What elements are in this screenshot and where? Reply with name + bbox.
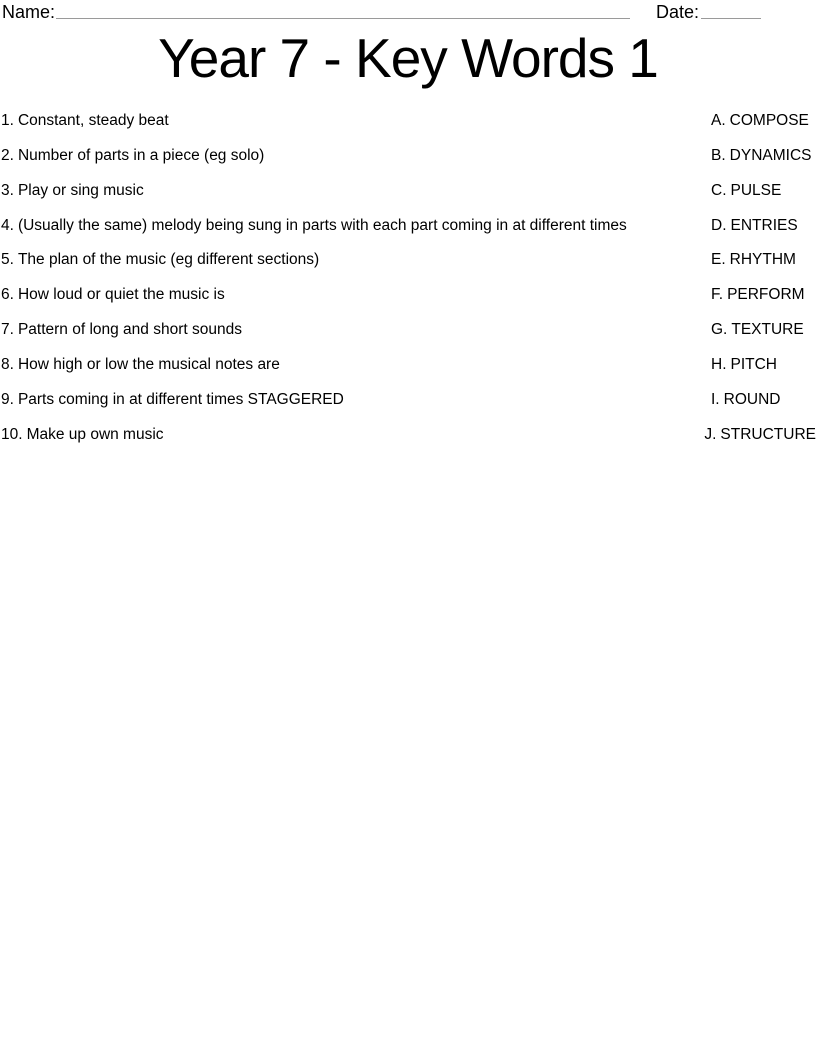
- matching-row: [1, 278, 816, 313]
- answer-word: ROUND: [723, 390, 781, 408]
- clue-text: Make up own music: [26, 425, 164, 443]
- answer-letter: B.: [711, 146, 726, 164]
- clue-item: [1, 425, 704, 445]
- clue-number: 4.: [1, 216, 14, 234]
- matching-row: [1, 243, 816, 278]
- clue-number: 7.: [1, 321, 14, 339]
- clue-item: [1, 181, 711, 201]
- clue-text: Play or sing music: [17, 181, 144, 199]
- matching-row: [1, 348, 816, 383]
- clue-item: [1, 320, 711, 340]
- answer-letter: F.: [711, 286, 724, 304]
- matching-row: [1, 173, 816, 208]
- clue-number: 9.: [1, 390, 14, 408]
- answer-letter: A.: [711, 111, 726, 129]
- answer-letter: H.: [711, 356, 727, 374]
- answer-word: PERFORM: [727, 286, 805, 304]
- answer-word: STRUCTURE: [720, 425, 816, 443]
- matching-row: [1, 313, 816, 348]
- clue-number: 1.: [1, 111, 14, 129]
- worksheet-title: Year 7 - Key Words 1: [158, 27, 658, 89]
- clue-text: How loud or quiet the music is: [17, 286, 225, 304]
- answer-item: [711, 181, 816, 201]
- clue-item: [1, 216, 711, 236]
- clue-number: 2.: [1, 146, 14, 164]
- answer-word: PITCH: [730, 356, 777, 374]
- matching-row: [1, 104, 816, 139]
- clue-text: Constant, steady beat: [17, 111, 169, 129]
- answer-letter: C.: [711, 181, 727, 199]
- answer-word: COMPOSE: [729, 111, 809, 129]
- clue-text: Parts coming in at different times STAGGERED: [17, 390, 344, 408]
- clue-text: Number of parts in a piece (eg solo): [17, 146, 265, 164]
- date-fill-line: [701, 1, 761, 19]
- answer-item: [711, 355, 816, 375]
- answer-item: [711, 320, 816, 340]
- matching-row: [1, 138, 816, 173]
- answer-item: [711, 146, 816, 166]
- matching-row: [1, 208, 816, 243]
- clue-text: The plan of the music (eg different sections): [17, 251, 320, 269]
- clue-text: Pattern of long and short sounds: [17, 321, 242, 339]
- answer-word: ENTRIES: [730, 216, 798, 234]
- answer-word: PULSE: [730, 181, 782, 199]
- answer-letter: G.: [711, 321, 728, 339]
- answer-letter: E.: [711, 251, 726, 269]
- clue-item: [1, 355, 711, 375]
- answer-letter: J.: [704, 425, 717, 443]
- clue-item: [1, 111, 711, 131]
- answer-item: [704, 425, 816, 445]
- matching-row: [1, 417, 816, 452]
- answer-letter: D.: [711, 216, 727, 234]
- clue-number: 10.: [1, 425, 23, 443]
- clue-number: 3.: [1, 181, 14, 199]
- matching-list: [1, 104, 816, 453]
- clue-item: [1, 146, 711, 166]
- answer-word: DYNAMICS: [729, 146, 812, 164]
- name-label: Name:: [2, 2, 56, 22]
- clue-item: [1, 285, 711, 305]
- clue-number: 8.: [1, 356, 14, 374]
- clue-text: (Usually the same) melody being sung in parts with each part coming in at different times: [17, 216, 627, 234]
- clue-number: 6.: [1, 286, 14, 304]
- answer-letter: I.: [711, 390, 720, 408]
- clue-item: [1, 390, 711, 410]
- clue-number: 5.: [1, 251, 14, 269]
- answer-item: [711, 216, 816, 236]
- matching-row: [1, 383, 816, 418]
- answer-word: TEXTURE: [731, 321, 804, 339]
- clue-item: [1, 250, 711, 270]
- answer-item: [711, 111, 816, 131]
- answer-word: RHYTHM: [729, 251, 796, 269]
- date-label: Date:: [656, 2, 700, 22]
- answer-item: [711, 390, 816, 410]
- name-fill-line: [56, 1, 630, 19]
- answer-item: [711, 250, 816, 270]
- clue-text: How high or low the musical notes are: [17, 356, 280, 374]
- answer-item: [711, 285, 816, 305]
